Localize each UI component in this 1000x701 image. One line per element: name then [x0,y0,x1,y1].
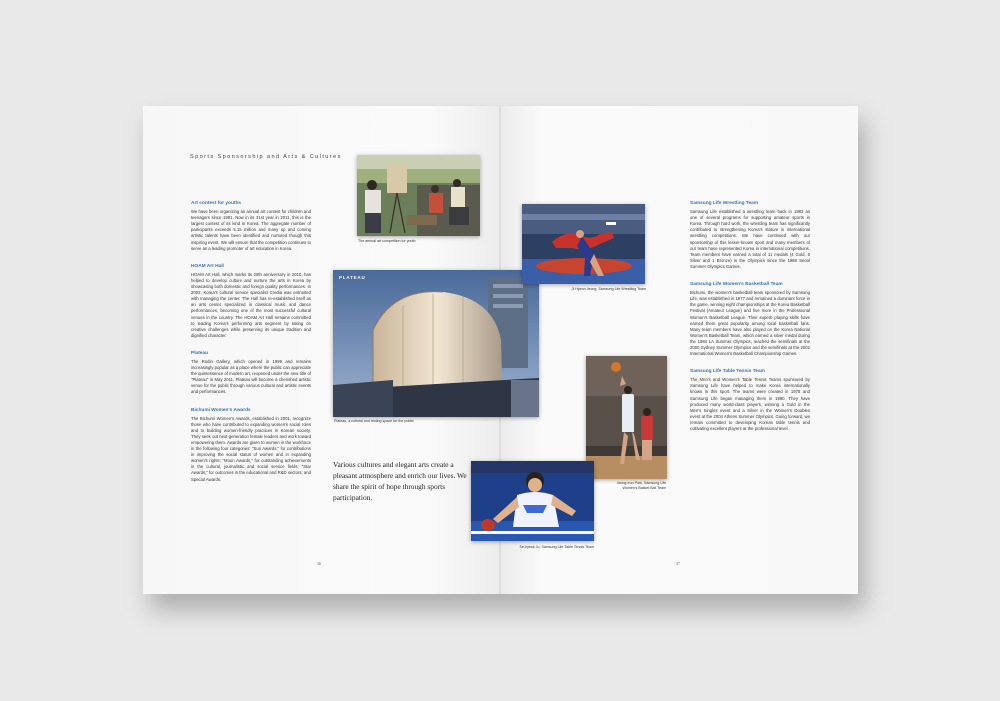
left-text-column [191,201,311,495]
pull-quote: Various cultures and elegant arts create a pleasant atmosphere and enrich our lives. We share the spirit of hope through sports participation. [333,460,467,502]
section-body: Bichumi, the women's basketball team sponsored by Samsung Life, was established in 1977 and remained a dominant force in the game, winning eight championships at the Korea Basketball Festival (Amateur League) and five more in the Professional Women's Basketball League. Their superb playing skills have earned them great popularity among local basketball fans. Many team members have also played on the Korea National Women's Basketball Team, which earned a silver medal during the 1984 LA Summer Olympics, reached the semifinals at the 2000 Sydney Summer Olympics and the semifinals at the 2002 International Women's Basketball Championship Games. [690,290,810,357]
page-header: Sports Sponsorship and Arts & Cultures [190,154,342,160]
section-body: Samsung Life established a wrestling team back in 1983 as one of several programs for supporting amateur sports in Korea. Through hard work, the wrestling team has significantly contributed to strengthening Korea's stature in international wrestling competitions. We have continued with our sponsorship of this lesser-known sport and many members of our team have represented Korea in international competitions. Team members have earned a total of 11 medals (4 Gold, 6 Silver and 1 Bronze) in the Olympics since the 1988 Seoul Summer Olympics Games. [690,209,810,269]
wrestling-photo [522,204,645,284]
right-page-number: 37 [676,561,680,566]
table-tennis-caption: Se-hyeok Ju, Samsung Life Table Tennis Team [519,545,594,549]
section-title: Samsung Life Table Tennis Team [690,369,765,375]
section-title: HOAM Art Hall [191,263,224,269]
basketball-photo [586,356,667,479]
section-art-contest [191,201,311,252]
plateau-caption: Plateau, a cultural and resting space for the public [334,419,414,423]
section-title: Art contest for youths [191,201,242,206]
right-text-column [690,201,810,444]
art-contest-caption: The annual art competition for youth [358,239,416,243]
section-body: The Rodin Gallery, which opened in 1999 and remains increasingly popular as a place where the public can appreciate the quintessence of modern art, reopened under the new title of "Plateau" in May 2011. Plateau will become a cherished artistic venue for the public through various cultural and artistic events and performances. [191,358,311,395]
plateau-photo [333,270,539,417]
section-body: The Men's and Women's Table Tennis Teams sponsored by Samsung Life have helped to make Korea internationally known in this sport. The teams were created in 1978 and Samsung Life began managing them in 1990. They have produced many world-class players, winning a Gold in the Men's Singles event and a Silver in the Women's Doubles event at the 2004 Athens Summer Olympics. Going forward, we remain committed to developing Korean table tennis and cultivating excellent players at the professional level. [690,377,810,431]
section-hoam-art-hall [191,264,311,339]
section-title: Samsung Life Women's Basketball Team [690,282,783,288]
section-plateau [191,351,311,396]
art-contest-photo [357,155,480,236]
section-basketball [690,282,810,357]
section-wrestling [690,201,810,270]
section-body: The Bichumi Women's Awards, established in 2001, recognize those who have contributed to expanding women's social roles and to building women-friendly practices in Korean society. They seek out next-generation female leaders and work toward empowering them. Awards are given to women in the workforce in the following four categories: "Sun Awards," for contributions in improving the social status of women and in expanding women's rights; "Moon Awards," for outstanding achievements in the cultural, journalistic and social service fields; "Star Awards," for outcomes in the educational and R&D sectors; and Special Awards. [191,415,311,482]
basketball-caption: Jeong-eun Park, Samsung Life Women's Basket Ball Team [616,481,666,490]
left-page-number: 36 [317,561,321,566]
section-bichumi-awards [191,408,311,483]
table-tennis-photo [471,461,594,541]
section-body: HOAM Art Hall, which marks its 26th anniversary in 2010, has helped to develop culture and nurture the arts in Korea by showcasing both domestic and foreign quality performances. In 2002, Korea's cultural service specialist Credia was entrusted with managing the center. The Hall has re-established itself as an arts center specialized in classical music and dance performances, becoming one of the most successful cultural venues in the country. The HOAM Art Hall remains committed to leading Korea's performing arts segment by taking on creative challenges while preserving its unique tradition and dignified character. [191,271,311,338]
section-title: Bichumi Women's Awards [191,407,251,413]
wrestling-caption: Ji Hyeon Jeong, Samsung Life Wrestling Team [571,287,646,291]
plateau-logo-text: PLATEAU [339,275,366,280]
section-table-tennis [690,369,810,432]
section-title: Samsung Life Wrestling Team [690,201,759,206]
section-title: Plateau [191,350,209,356]
section-body: We have been organizing an annual art contest for children and teenagers since 1981. Now in its 31st year in 2011, this is the largest contest of its kind in Korea. The aggregate number of participants exceeds 5.15 million and many up and coming artistic talents have been identified and nurtured though this inspiring event. We will ensure that the competition continues to serve as a leading promoter of art education in Korea. [191,209,311,251]
